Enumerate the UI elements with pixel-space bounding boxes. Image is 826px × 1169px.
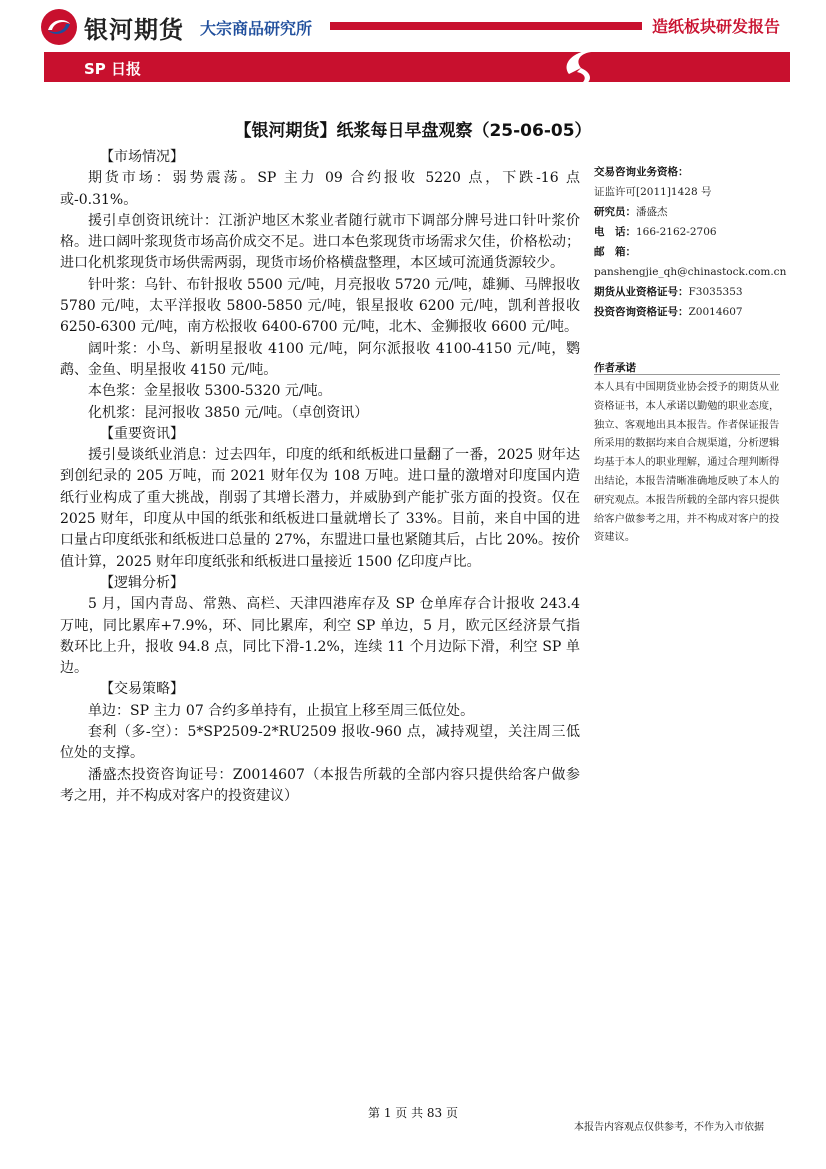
advisory-cert-label: 投资咨询资格证号： [594,306,689,318]
page-title: 【银河期货】纸浆每日早盘观察（25-06-05） [234,121,592,141]
license-number: 证监许可[2011]1428 号 [594,186,712,198]
researcher-label: 研究员： [594,206,636,218]
commitment-text: 本人具有中国期货业协会授予的期货从业资格证书，本人承诺以勤勉的职业态度，独立、客观地出具本报告。作者保证报告所采用的数据均来自合规渠道，分析逻辑均基于本人的职业理解，通过合理判断得出结论，本报告清晰准确地反映了本人的研究观点。本报告所载的全部内容只提供给客户做参考之用，并不构成对客户的投资建议。 [594,381,780,544]
section-header-news: 【重要资讯】 [100,425,184,442]
section-header-strategy: 【交易策略】 [100,681,184,698]
header-rule [330,22,642,30]
footer-disclaimer: 本报告内容观点仅供参考，不作为入市依据 [574,1122,764,1133]
paragraph-logic: 5 月，国内青岛、常熟、高栏、天津四港库存及 SP 仓单库存合计报收 243.4 万吨，同比累库+7.9%，环、同比累库，利空 SP 单边，5 月，欧元区经济景气指数环比上升，报收 94.8 点，同比下滑-1.2%，连续 11 个月边际下滑，利空 SP 单边。 [60,596,580,677]
analyst-info [594,162,794,322]
section-header-logic: 【逻辑分析】 [100,574,184,591]
page-number: 第 1 页 共 83 页 [368,1106,458,1120]
brand-name: 银河期货 [84,16,184,44]
galaxy-logo-icon [40,8,78,46]
report-band [44,52,790,82]
futures-cert-label: 期货从业资格证号： [594,286,689,298]
institute-name: 大宗商品研究所 [200,19,313,38]
main-content [60,147,580,807]
advisory-cert-number: Z0014607 [688,306,743,318]
qualification-label: 交易咨询业务资格： [594,166,689,178]
paragraph-strategy-single: 单边：SP 主力 07 合约多单持有，止损宜上移至周三低位处。 [88,702,475,719]
paragraph-spot-market: 援引卓创资讯统计：江浙沪地区木浆业者随行就市下调部分牌号进口针叶浆价格。进口阔叶浆现货市场高价成交不足。进口本色浆现货市场需求欠佳，价格松动；进口化机浆现货市场供需两弱，现货市场价格横盘整理，本区域可流通货源较少。 [60,212,580,272]
futures-cert-number: F3035353 [688,286,743,298]
paragraph-news: 援引曼谈纸业消息：过去四年，印度的纸和纸板进口量翻了一番，2025 财年达到创纪录的 205 万吨，而 2021 财年仅为 108 万吨。进口量的激增对印度国内造纸行业构成了重大挑战，削弱了其增长潜力，并威胁到产能扩张方面的投资。仅在 2025 财年，印度从中国的纸张和纸板进口量就增长了 33%。目前，来自中国的进口量占印度纸张和纸板进口总量的 27%，东盟进口量也紧随其后，占比 20%。按价值计算，2025 财年印度纸张和纸板进口量接近 1500 亿印度卢比。 [60,447,580,570]
paragraph-unbleached-pulp: 本色浆：金星报收 5300-5320 元/吨。 [88,383,332,400]
paragraph-ctmp: 化机浆：昆河报收 3850 元/吨。（卓创资讯） [88,404,369,421]
phone-number: 166-2162-2706 [636,226,717,238]
phone-label: 电 话： [594,226,636,238]
paragraph-analyst-note: 潘盛杰投资咨询证号：Z0014607（本报告所载的全部内容只提供给客户做参考之用，并不构成对客户的投资建议） [60,766,580,804]
section-header-market: 【市场情况】 [100,149,184,165]
commitment-divider [594,374,780,375]
paragraph-futures-market: 期货市场：弱势震荡。SP 主力 09 合约报收 5220 点，下跌-16 点或-0.31%。 [60,170,580,208]
report-type: 造纸板块研发报告 [652,17,781,36]
band-label: SP 日报 [84,60,142,78]
paragraph-strategy-arbitrage: 套利（多-空）：5*SP2509-2*RU2509 报收-960 点，减持观望，关注周三低位处的支撑。 [60,724,580,762]
commitment-heading: 作者承诺 [594,362,636,374]
paragraph-softwood-pulp: 针叶浆：乌针、布针报收 5500 元/吨，月亮报收 5720 元/吨，雄狮、马牌报收 5780 元/吨，太平洋报收 5800-5850 元/吨，银星报收 6200 元/吨，凯利普报收 6250-6300 元/吨，南方松报收 6400-6700 元/吨，北木、金狮报收 6600 元/吨。 [60,276,580,336]
email-address: panshengjie_qh@chinastock.com.cn [594,266,787,278]
paragraph-hardwood-pulp: 阔叶浆：小鸟、新明星报收 4100 元/吨，阿尔派报收 4100-4150 元/吨，鹦鹉、金鱼、明星报收 4150 元/吨。 [60,340,580,378]
email-label: 邮 箱： [594,246,636,258]
swirl-logo-icon [555,44,615,90]
researcher-name: 潘盛杰 [636,206,668,218]
